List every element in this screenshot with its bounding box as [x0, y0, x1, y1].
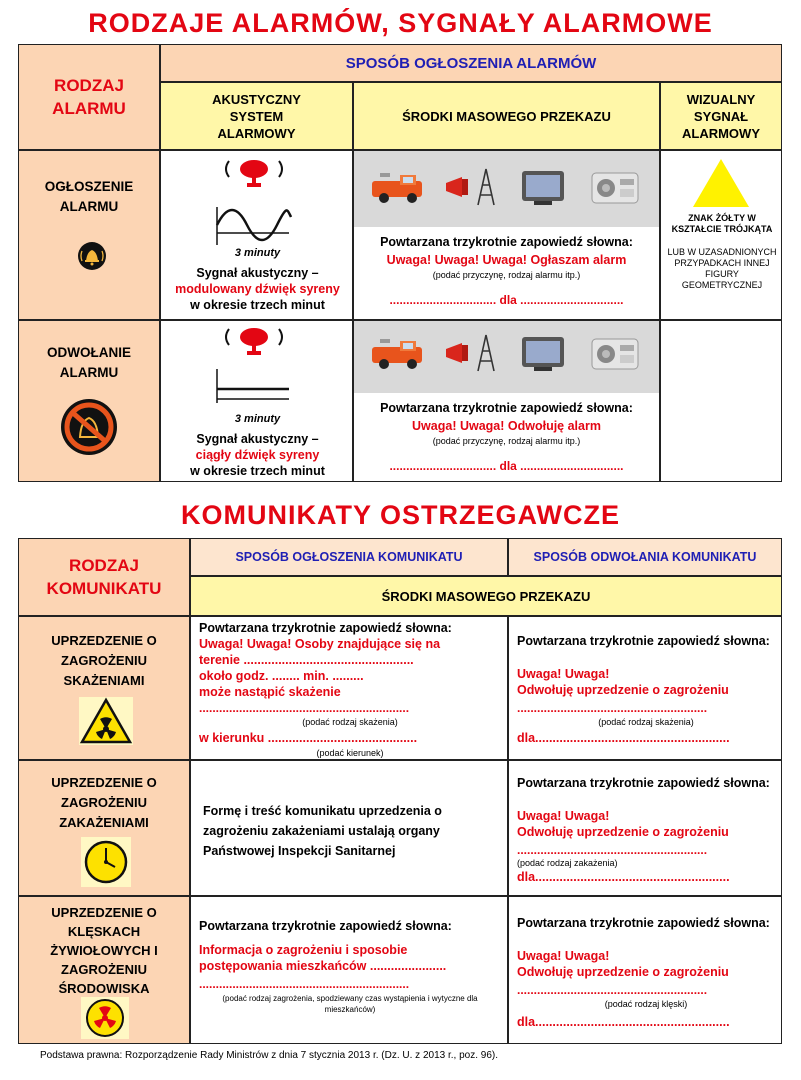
tv-icon	[514, 333, 572, 373]
col-srodki: ŚRODKI MASOWEGO PRZEKAZU	[353, 82, 660, 150]
warning-row-kleski-label: UPRZEDZENIE O KLĘSKACH ŻYWIOŁOWYCH I ZAGROŻENIU ŚRODOWISKA	[50, 905, 158, 996]
row-odwolanie-wizualny	[660, 320, 782, 482]
row-odwolanie-label: ODWOŁANIE ALARMU	[47, 345, 131, 380]
megaphone-tower-icon	[442, 333, 500, 373]
media-icons	[354, 333, 659, 373]
alarms-title: RODZAJE ALARMÓW, SYGNAŁY ALARMOWE	[88, 8, 713, 38]
warning-row-skazenia-ogloszenie: Powtarzana trzykrotnie zapowiedź słowna: Uwaga! Uwaga! Osoby znajdujące się na terenie ................................................. około godz. ........ min. ......... może nastąpić skażenie ............................................................... (podać rodzaj skażenia) w kierunku ........................................... (podać kierunek)	[190, 616, 508, 760]
radio-car-icon	[370, 333, 428, 373]
sposob-alarmow-header: SPOSÓB OGŁOSZENIA ALARMÓW	[160, 44, 782, 82]
rodzaj-komunikatu-header: RODZAJ KOMUNIKATU	[18, 538, 190, 616]
row-ogloszenie-label-cell	[18, 150, 160, 320]
row-ogloszenie-label: OGŁOSZENIE ALARMU	[44, 179, 134, 214]
warning-row-zakazenia-label-cell	[18, 760, 190, 896]
col-wizualny: WIZUALNY SYGNAŁ ALARMOWY	[660, 82, 782, 150]
radiation-warning-icon	[79, 697, 133, 745]
hazard-warning-icon	[81, 997, 129, 1039]
warnings-title: KOMUNIKATY OSTRZEGAWCZE	[181, 500, 620, 530]
warning-row-kleski-odwolanie: Powtarzana trzykrotnie zapowiedź słowna: Uwaga! Uwaga! Odwołuję uprzedzenie o zagrożeniu ......................................................... (podać rodzaj klęski) dla........................................................	[508, 896, 782, 1044]
siren-continuous-icon	[209, 325, 299, 405]
col-odwolanie-komunikatu: SPOSÓB ODWOŁANIA KOMUNIKATU	[508, 538, 782, 576]
legal-basis-footer: Podstawa prawna: Rozporządzenie Rady Ministrów z dnia 7 stycznia 2013 r. (Dz. U. z 2013 r., poz. 96).	[40, 1050, 498, 1061]
row-ogloszenie-wizualny: ZNAK ŻÓŁTY W KSZTAŁCIE TRÓJKĄTA LUB W UZASADNIONYCH PRZYPADKACH INNEJ FIGURY GEOMETRYCZNEJ	[660, 150, 782, 320]
col-akustyczny: AKUSTYCZNY SYSTEM ALARMOWY	[160, 82, 353, 150]
warning-row-zakazenia-odwolanie: Powtarzana trzykrotnie zapowiedź słowna: Uwaga! Uwaga! Odwołuję uprzedzenie o zagrożeniu ......................................................... (podać rodzaj zakażenia) dla........................................................	[508, 760, 782, 896]
row-odwolanie-akustyczny: 3 minuty Sygnał akustyczny – ciągły dźwięk syreny w okresie trzech minut	[160, 320, 353, 482]
media-icons	[354, 167, 659, 207]
tv-icon	[514, 167, 572, 207]
row-odwolanie-srodki: Powtarzana trzykrotnie zapowiedź słowna: Uwaga! Uwaga! Odwołuję alarm (podać przyczynę, rodzaj alarmu itp.) ................................ dla ...............................	[353, 320, 660, 482]
row-ogloszenie-akustyczny: 3 minuty Sygnał akustyczny – modulowany dźwięk syreny w okresie trzech minut	[160, 150, 353, 320]
alarm-cancel-icon	[59, 397, 119, 457]
col-srodki-komunikat: ŚRODKI MASOWEGO PRZEKAZU	[190, 576, 782, 616]
warning-row-skazenia-label: UPRZEDZENIE O ZAGROŻENIU SKAŻENIAMI	[51, 633, 157, 688]
alarm-bell-icon	[77, 241, 107, 271]
warning-row-zakazenia-label: UPRZEDZENIE O ZAGROŻENIU ZAKAŻENIAMI	[51, 775, 157, 830]
radio-icon	[586, 333, 644, 373]
warning-row-zakazenia-ogloszenie: Formę i treść komunikatu uprzedzenia o zagrożeniu zakażeniami ustalają organy Państwowej Inspekcji Sanitarnej	[190, 760, 508, 896]
radio-icon	[586, 167, 644, 207]
rodzaj-alarmu-header: RODZAJ ALARMU	[18, 44, 160, 150]
warning-row-skazenia-odwolanie: Powtarzana trzykrotnie zapowiedź słowna: Uwaga! Uwaga! Odwołuję uprzedzenie o zagrożeniu ......................................................... (podać rodzaj skażenia) dla........................................................	[508, 616, 782, 760]
radio-car-icon	[370, 167, 428, 207]
warning-row-skazenia-label-cell	[18, 616, 190, 760]
warning-row-kleski-label-cell	[18, 896, 190, 1044]
warning-row-kleski-ogloszenie: Powtarzana trzykrotnie zapowiedź słowna: Informacja o zagrożeniu i sposobie postępowania mieszkańców ...................... ............................................................... (podać rodzaj zagrożenia, spodziewany czas wystąpienia i wytyczne dla mieszkańców)	[190, 896, 508, 1044]
row-odwolanie-label-cell	[18, 320, 160, 482]
col-ogloszenie-komunikatu: SPOSÓB OGŁOSZENIA KOMUNIKATU	[190, 538, 508, 576]
clock-warning-icon	[81, 837, 131, 887]
yellow-triangle-icon	[691, 157, 751, 209]
siren-modulated-icon	[209, 157, 299, 247]
row-ogloszenie-srodki: Powtarzana trzykrotnie zapowiedź słowna: Uwaga! Uwaga! Uwaga! Ogłaszam alarm (podać przyczynę, rodzaj alarmu itp.) ................................ dla ...............................	[353, 150, 660, 320]
megaphone-tower-icon	[442, 167, 500, 207]
